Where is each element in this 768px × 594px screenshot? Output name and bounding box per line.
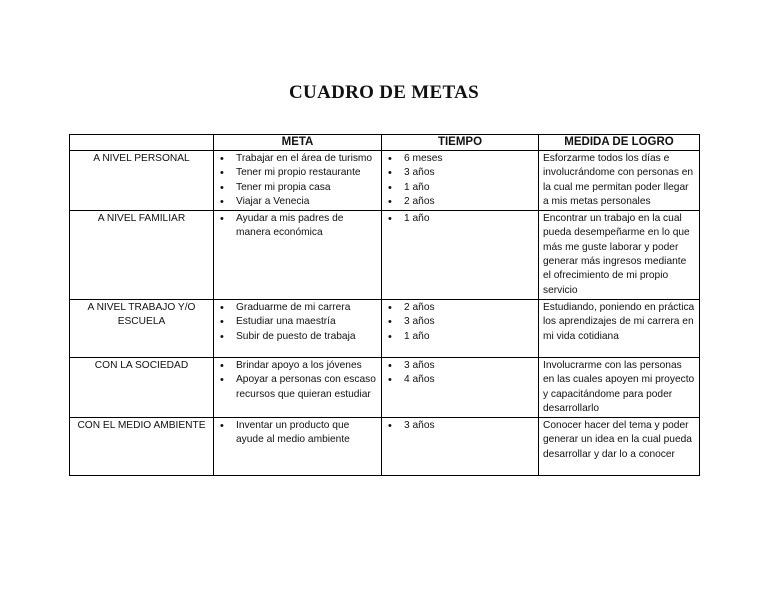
row-label: CON EL MEDIO AMBIENTE: [70, 418, 214, 476]
tiempo-item: • 3 años: [386, 315, 534, 329]
tiempo-cell: [382, 151, 539, 211]
tiempo-item: • 1 año: [386, 330, 534, 344]
tiempo-cell: [382, 211, 539, 300]
row-label: A NIVEL FAMILIAR: [70, 211, 214, 300]
row-label: A NIVEL PERSONAL: [70, 151, 214, 211]
medida-cell: Encontrar un trabajo en la cual pueda desempeñarme en lo que más me guste laborar y poder generar más ingresos mediante el ofrecimiento de mi propio servicio: [539, 211, 700, 300]
meta-item: • Brindar apoyo a los jóvenes: [218, 359, 377, 373]
row-label: CON LA SOCIEDAD: [70, 357, 214, 417]
meta-item: • Inventar un producto que ayude al medio ambiente: [218, 419, 377, 448]
meta-item: • Tener mi propia casa: [218, 181, 377, 195]
header-medida-de-logro: MEDIDA DE LOGRO: [539, 135, 700, 151]
tiempo-item: • 4 años: [386, 373, 534, 387]
table-row-trabajo-escuela: [70, 299, 700, 357]
header-tiempo: TIEMPO: [382, 135, 539, 151]
table-row-personal: [70, 151, 700, 211]
table-row-familiar: [70, 211, 700, 300]
meta-item: • Ayudar a mis padres de manera económica: [218, 212, 377, 241]
table-row-medio-ambiente: [70, 418, 700, 476]
meta-cell: [214, 418, 382, 476]
meta-item: • Graduarme de mi carrera: [218, 301, 377, 315]
tiempo-cell: [382, 357, 539, 417]
tiempo-item: • 2 años: [386, 195, 534, 209]
medida-cell: Estudiando, poniendo en práctica los aprendizajes de mi carrera en mi vida cotidiana: [539, 299, 700, 357]
goals-table: [69, 134, 700, 476]
tiempo-item: • 3 años: [386, 419, 534, 433]
meta-cell: [214, 211, 382, 300]
meta-item: • Viajar a Venecia: [218, 195, 377, 209]
meta-item: • Trabajar en el área de turismo: [218, 152, 377, 166]
header-row: [70, 135, 700, 151]
meta-item: • Apoyar a personas con escaso recursos que quieran estudiar: [218, 373, 377, 402]
tiempo-cell: [382, 418, 539, 476]
tiempo-item: • 6 meses: [386, 152, 534, 166]
tiempo-item: • 3 años: [386, 166, 534, 180]
tiempo-item: • 1 año: [386, 212, 534, 226]
medida-cell: Conocer hacer del tema y poder generar un idea en la cual pueda desarrollar y dar lo a conocer: [539, 418, 700, 476]
table-row-sociedad: [70, 357, 700, 417]
document-title: CUADRO DE METAS: [289, 82, 479, 103]
meta-cell: [214, 299, 382, 357]
tiempo-cell: [382, 299, 539, 357]
meta-cell: [214, 357, 382, 417]
medida-cell: Involucrarme con las personas en las cuales apoyen mi proyecto y capacitándome para poder desarrollarlo: [539, 357, 700, 417]
header-meta: META: [214, 135, 382, 151]
meta-item: • Subir de puesto de trabaja: [218, 330, 377, 344]
row-label: A NIVEL TRABAJO Y/O ESCUELA: [70, 299, 214, 357]
meta-item: • Estudiar una maestría: [218, 315, 377, 329]
tiempo-item: • 1 año: [386, 181, 534, 195]
tiempo-item: • 2 años: [386, 301, 534, 315]
meta-item: • Tener mi propio restaurante: [218, 166, 377, 180]
header-empty: [70, 135, 214, 151]
medida-cell: Esforzarme todos los días e involucrándome con personas en la cual me permitan poder llegar a mis metas personales: [539, 151, 700, 211]
tiempo-item: • 3 años: [386, 359, 534, 373]
meta-cell: [214, 151, 382, 211]
